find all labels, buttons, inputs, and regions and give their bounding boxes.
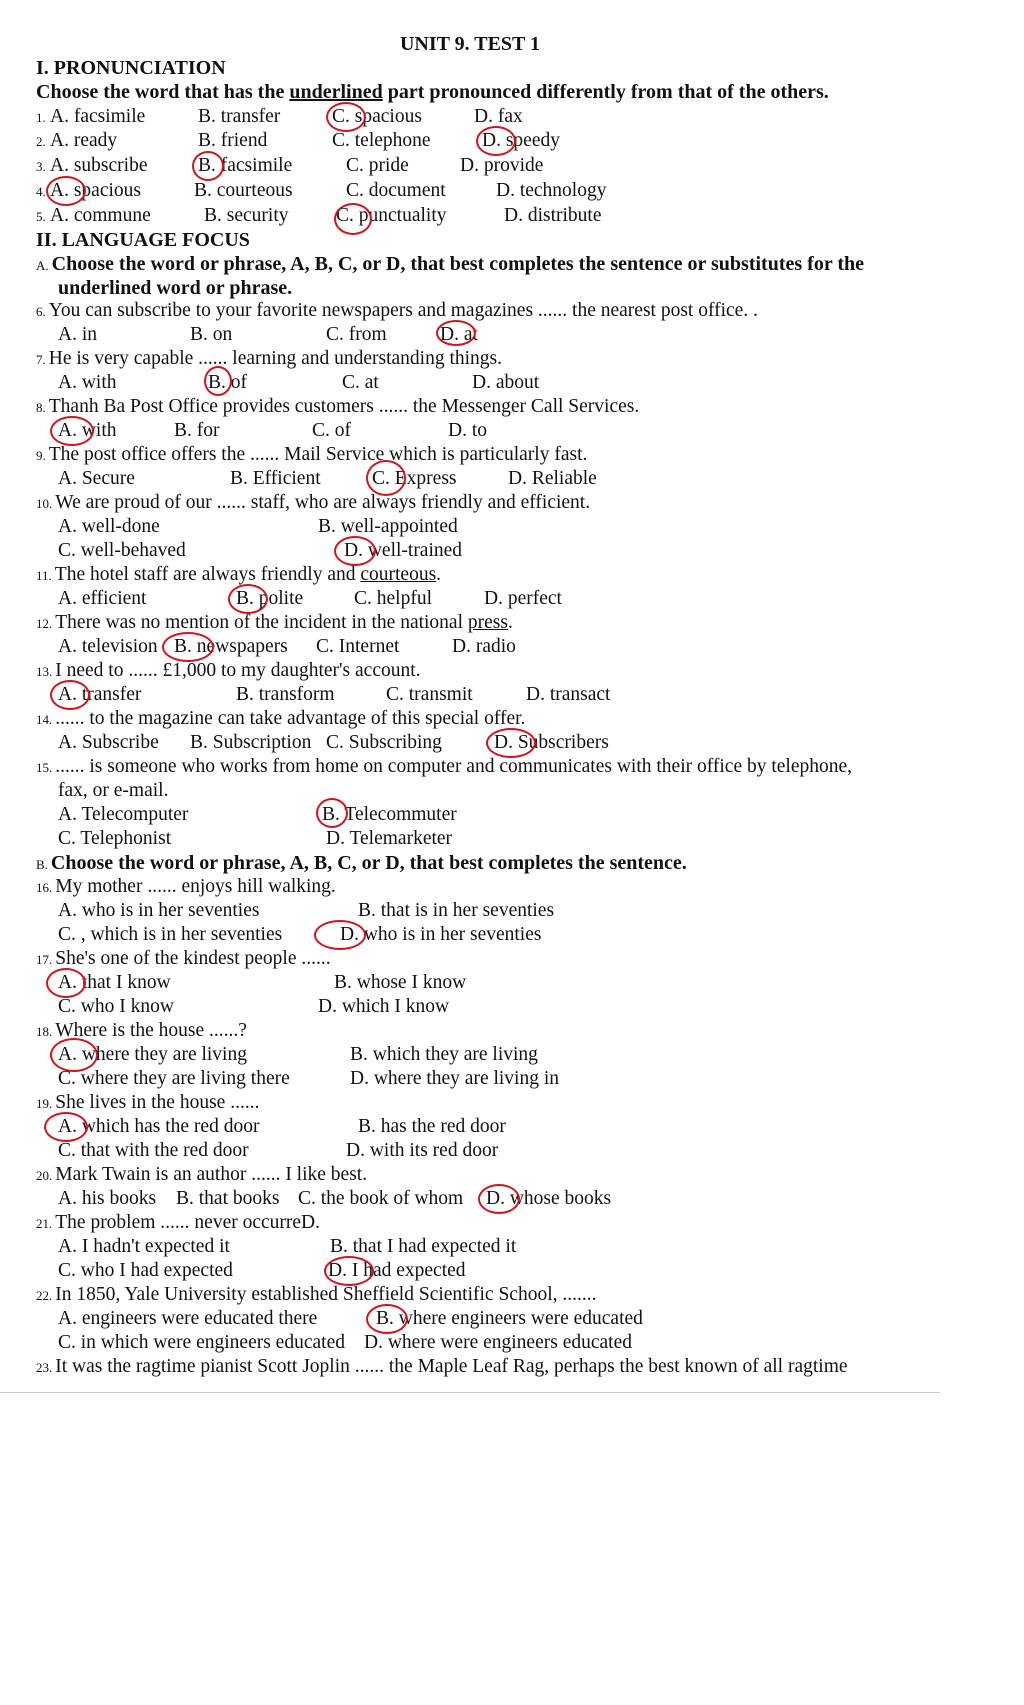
option-b: B. for [174, 420, 220, 441]
question-14: 14. ...... to the magazine can take advantage of this special offer. [36, 708, 526, 729]
option-c: C. pride [346, 155, 409, 176]
option-a: A. commune [50, 205, 151, 226]
option-b: B. that I had expected it [330, 1236, 517, 1257]
option-a: A. engineers were educated there [58, 1308, 318, 1329]
option-a: A. transfer [58, 684, 142, 705]
question-7: 7. He is very capable ...... learning and understanding things. [36, 348, 503, 369]
option-a: A. where they are living [58, 1044, 247, 1065]
option-c: C. punctuality [336, 205, 447, 226]
option-b: B. friend [198, 130, 268, 151]
option-c: C. spacious [332, 106, 422, 127]
question-5: 5. [36, 209, 46, 224]
option-d: D. well-trained [344, 540, 463, 561]
question-17: 17. She's one of the kindest people ...... [36, 948, 331, 969]
answer-circle [228, 584, 268, 614]
question-21: 21. The problem ...... never occurreD. [36, 1212, 321, 1233]
option-a: A. I hadn't expected it [58, 1236, 230, 1257]
option-c: C. in which were engineers educated [58, 1332, 345, 1353]
option-a: A. his books [58, 1188, 157, 1209]
option-d: D. perfect [484, 588, 562, 609]
question-2: 2. [36, 134, 46, 149]
option-c: C. who I had expected [58, 1260, 233, 1281]
option-b: B. Efficient [230, 468, 321, 489]
question-8: 8. Thanh Ba Post Office provides customers ...... the Messenger Call Services. [36, 396, 640, 417]
option-d: D. to [448, 420, 487, 441]
option-a: A. ready [50, 130, 118, 151]
option-d: D. distribute [504, 205, 602, 226]
answer-circle [162, 632, 214, 662]
question-10: 10. We are proud of our ...... staff, who are always friendly and efficient. [36, 492, 591, 513]
option-c: C. from [326, 324, 387, 345]
part-b-instruction: B. Choose the word or phrase, A, B, C, or D, that best completes the sentence. [36, 852, 687, 874]
option-d: D. about [472, 372, 540, 393]
option-c: C. who I know [58, 996, 174, 1017]
answer-circle [50, 416, 94, 446]
option-a: A. spacious [50, 180, 141, 201]
option-a: A. efficient [58, 588, 147, 609]
option-c: C. where they are living there [58, 1068, 290, 1089]
answer-circle [50, 680, 90, 710]
question-23: 23. It was the ragtime pianist Scott Joplin ...... the Maple Leaf Rag, perhaps the best known of all ragtime [36, 1356, 848, 1377]
option-a: A. in [58, 324, 97, 345]
page-title: UNIT 9. TEST 1 [399, 33, 541, 55]
option-c: C. , which is in her seventies [58, 924, 283, 945]
option-d: D. who is in her seventies [340, 924, 542, 945]
option-b: B. where engineers were educated [376, 1308, 643, 1329]
option-b: B. that books [176, 1188, 280, 1209]
option-a: A. television [58, 636, 158, 657]
option-a: A. well-done [58, 516, 160, 537]
option-b: B. that is in her seventies [358, 900, 555, 921]
answer-circle [478, 1184, 520, 1214]
section-heading-pronunciation: I. PRONUNCIATION [36, 57, 226, 79]
option-b: B. newspapers [174, 636, 288, 657]
pronunciation-instruction: Choose the word that has the underlined part pronounced differently from that of the others. [36, 81, 829, 103]
option-c: C. helpful [354, 588, 432, 609]
option-b: B. of [208, 372, 247, 393]
answer-circle [326, 102, 366, 132]
question-12: 12. There was no mention of the incident in the national press. [36, 612, 513, 633]
option-c: C. Telephonist [58, 828, 172, 849]
question-9: 9. The post office offers the ...... Mail Service which is particularly fast. [36, 444, 588, 465]
answer-circle [46, 968, 86, 998]
option-a: A. facsimile [50, 106, 146, 127]
question-15: 15. ...... is someone who works from home on computer and communicates with their office by telephone, [36, 756, 853, 777]
option-a: A. with [58, 420, 117, 441]
option-b: B. well-appointed [318, 516, 458, 537]
option-c: C. Express [372, 468, 457, 489]
option-b: B. which they are living [350, 1044, 538, 1065]
answer-circle [324, 1256, 374, 1286]
option-a: A. that I know [58, 972, 171, 993]
option-d: D. where were engineers educated [364, 1332, 632, 1353]
option-d: D. transact [526, 684, 611, 705]
answer-circle [486, 728, 536, 758]
question-3: 3. [36, 159, 46, 174]
option-b: B. on [190, 324, 233, 345]
answer-circle [204, 366, 232, 396]
option-d: D. fax [474, 106, 523, 127]
option-c: C. Subscribing [326, 732, 442, 753]
option-b: B. whose I know [334, 972, 467, 993]
option-b: B. Telecommuter [322, 804, 457, 825]
option-d: D. at [440, 324, 478, 345]
option-b: B. transfer [198, 106, 281, 127]
option-c: C. the book of whom [298, 1188, 464, 1209]
answer-circle [46, 176, 86, 206]
answer-circle [476, 126, 516, 156]
answer-circle [314, 920, 366, 950]
question-19: 19. She lives in the house ...... [36, 1092, 260, 1113]
option-a: A. who is in her seventies [58, 900, 260, 921]
question-18: 18. Where is the house ......? [36, 1020, 247, 1041]
question-4: 4. [36, 184, 46, 199]
option-b: B. transform [236, 684, 335, 705]
question-13: 13. I need to ...... £1,000 to my daughter's account. [36, 660, 421, 681]
option-c: C. that with the red door [58, 1140, 249, 1161]
option-b: B. polite [236, 588, 304, 609]
option-c: C. well-behaved [58, 540, 186, 561]
option-d: D. Reliable [508, 468, 597, 489]
option-d: D. whose books [486, 1188, 612, 1209]
question-16: 16. My mother ...... enjoys hill walking. [36, 876, 336, 897]
option-a: A. Secure [58, 468, 135, 489]
part-a-instruction-cont: underlined word or phrase. [58, 277, 293, 299]
answer-circle [44, 1112, 88, 1142]
part-a-instruction: A. Choose the word or phrase, A, B, C, or D, that best completes the sentence or substitutes for the [36, 253, 864, 275]
option-c: C. document [346, 180, 446, 201]
option-d: D. Subscribers [494, 732, 609, 753]
option-d: D. technology [496, 180, 607, 201]
option-d: D. where they are living in [350, 1068, 560, 1089]
option-d: D. speedy [482, 130, 560, 151]
answer-circle [334, 203, 372, 235]
option-b: B. facsimile [198, 155, 293, 176]
page-divider [0, 1392, 940, 1393]
section-heading-language-focus: II. LANGUAGE FOCUS [36, 229, 250, 251]
option-b: B. security [204, 205, 289, 226]
answer-circle [334, 536, 376, 566]
option-d: D. radio [452, 636, 516, 657]
option-b: B. Subscription [190, 732, 312, 753]
answer-circle [366, 460, 406, 496]
option-c: C. transmit [386, 684, 473, 705]
answer-circle [316, 798, 348, 828]
answer-circle [366, 1304, 408, 1334]
question-15-cont: fax, or e-mail. [58, 780, 169, 801]
option-a: A. Telecomputer [58, 804, 189, 825]
question-6: 6. You can subscribe to your favorite newspapers and magazines ...... the nearest post office. . [36, 300, 758, 321]
answer-circle [192, 151, 224, 181]
option-d: D. which I know [318, 996, 450, 1017]
option-c: C. at [342, 372, 379, 393]
question-1: 1. [36, 110, 46, 125]
option-d: D. provide [460, 155, 544, 176]
answer-circle [50, 1038, 98, 1072]
question-20: 20. Mark Twain is an author ...... I like best. [36, 1164, 368, 1185]
option-c: C. telephone [332, 130, 431, 151]
question-22: 22. In 1850, Yale University established Sheffield Scientific School, ....... [36, 1284, 597, 1305]
option-c: C. of [312, 420, 351, 441]
option-d: D. I had expected [328, 1260, 466, 1281]
question-11: 11. The hotel staff are always friendly and courteous. [36, 564, 442, 585]
option-c: C. Internet [316, 636, 400, 657]
option-a: A. subscribe [50, 155, 148, 176]
option-a: A. with [58, 372, 117, 393]
option-d: D. with its red door [346, 1140, 499, 1161]
answer-circle [436, 320, 476, 346]
option-b: B. has the red door [358, 1116, 506, 1137]
option-b: B. courteous [194, 180, 293, 201]
option-d: D. Telemarketer [326, 828, 453, 849]
option-a: A. which has the red door [58, 1116, 260, 1137]
option-a: A. Subscribe [58, 732, 159, 753]
